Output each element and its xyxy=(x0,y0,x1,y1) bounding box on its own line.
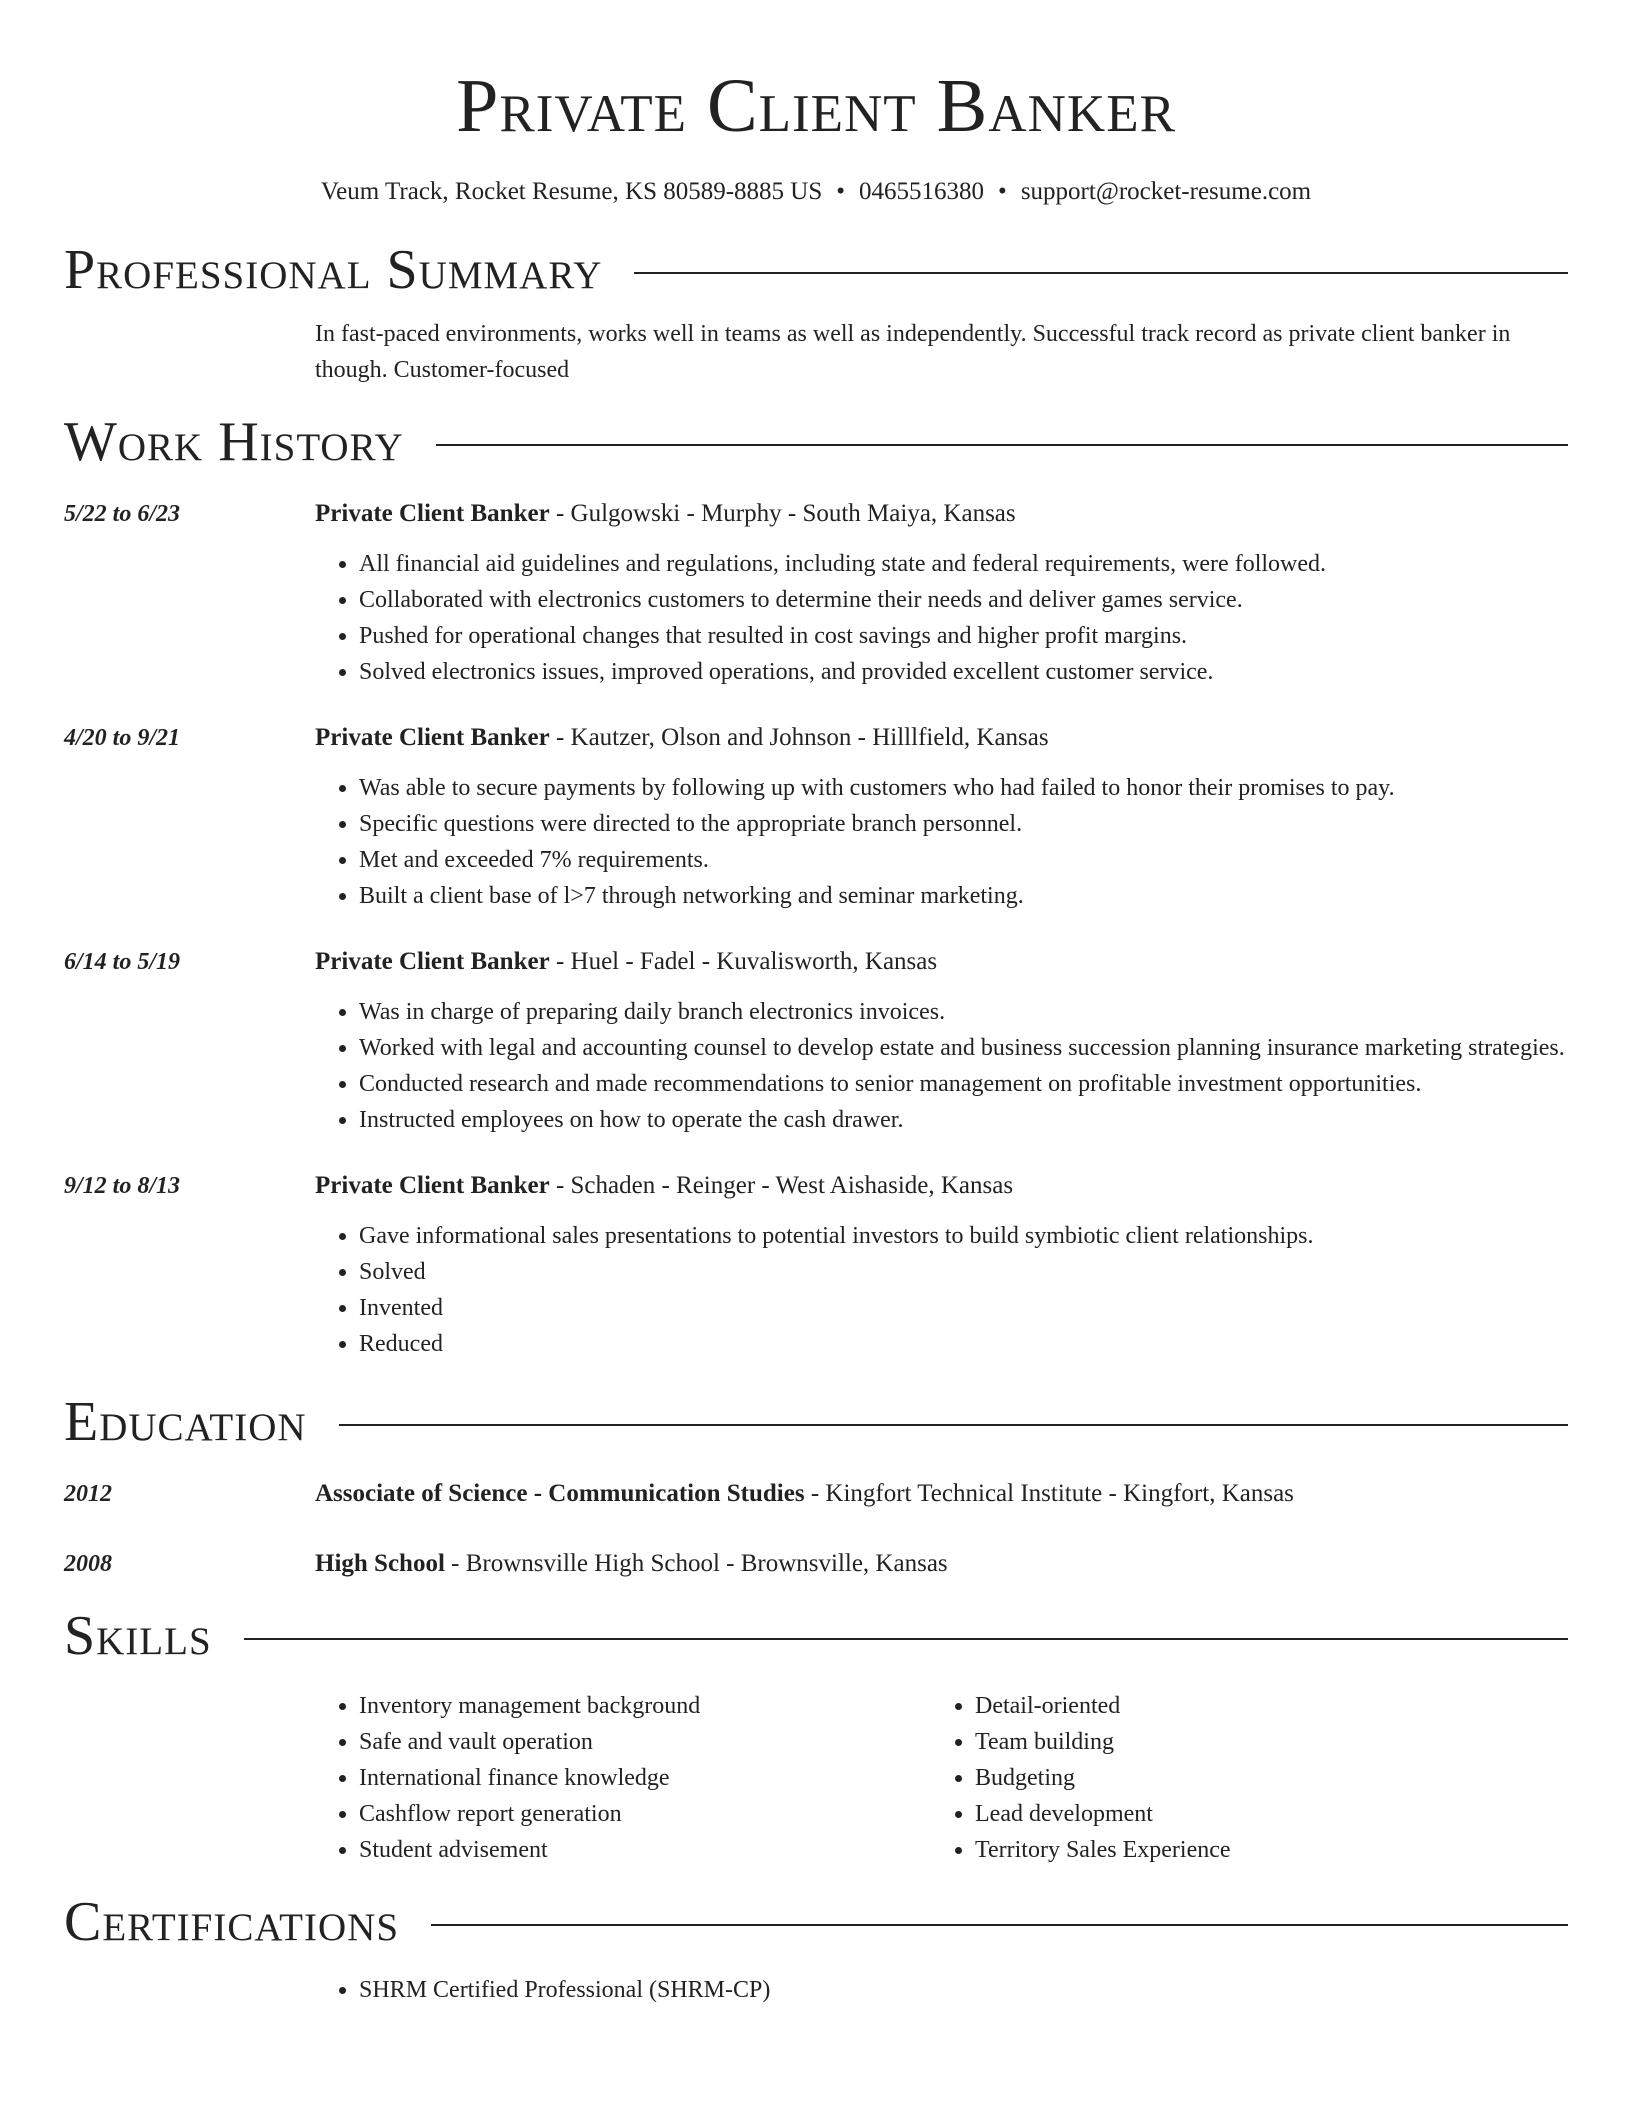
job-bullet: • Worked with legal and accounting counsel to develop estate and business succession planning insurance marketing strategies. xyxy=(359,1030,1568,1066)
certification-item: • SHRM Certified Professional (SHRM-CP) xyxy=(359,1972,770,2008)
job-bullet: • Specific questions were directed to the appropriate branch personnel. xyxy=(359,806,1568,842)
section-title-summary: Professional Summary xyxy=(64,239,603,301)
skill-item: • Lead development xyxy=(975,1796,1547,1832)
section-rule xyxy=(244,1638,1568,1640)
job-entry xyxy=(64,496,1568,690)
education-school: - Brownsville High School - Brownsville, Kansas xyxy=(444,1550,948,1577)
summary-text: In fast-paced environments, works well in teams as well as independently. Successful track record as private client banker in though. Customer-focused xyxy=(315,321,1511,383)
skill-item: • Detail-oriented xyxy=(975,1688,1547,1724)
job-heading xyxy=(315,496,1568,532)
job-bullet: • Was able to secure payments by following up with customers who had failed to honor their promises to pay. xyxy=(359,770,1568,806)
section-rule xyxy=(431,1924,1568,1926)
contact-line xyxy=(64,176,1568,208)
education-degree: High School xyxy=(315,1550,445,1577)
skill-item: • Cashflow report generation xyxy=(359,1796,931,1832)
job-bullet: • Instructed employees on how to operate the cash drawer. xyxy=(359,1102,1568,1138)
education-detail xyxy=(315,1476,1568,1512)
contact-separator: • xyxy=(836,178,846,205)
skill-item: • Budgeting xyxy=(975,1760,1547,1796)
skill-item: • Student advisement xyxy=(359,1832,931,1868)
job-dates: 5/22 to 6/23 xyxy=(64,501,181,527)
skill-item: • International finance knowledge xyxy=(359,1760,931,1796)
education-degree: Associate of Science - Communication Studies xyxy=(315,1480,805,1507)
contact-separator: • xyxy=(998,178,1007,205)
job-heading xyxy=(315,720,1568,756)
education-school: - Kingfort Technical Institute - Kingfort, Kansas xyxy=(804,1480,1294,1507)
job-entry xyxy=(64,720,1568,914)
skill-item: • Safe and vault operation xyxy=(359,1724,931,1760)
section-rule xyxy=(634,272,1568,274)
job-heading xyxy=(315,944,1568,980)
skill-item: • Inventory management background xyxy=(359,1688,931,1724)
job-dates: 4/20 to 9/21 xyxy=(64,725,181,751)
section-title-education: Education xyxy=(64,1391,307,1453)
job-title: Private Client Banker xyxy=(315,500,550,527)
job-title: Private Client Banker xyxy=(315,948,550,975)
section-header-summary xyxy=(64,238,1568,302)
section-header-education xyxy=(64,1390,1568,1454)
education-year: 2008 xyxy=(64,1551,112,1577)
job-bullet: • Met and exceeded 7% requirements. xyxy=(359,842,1568,878)
contact-email: support@rocket-resume.com xyxy=(1020,178,1312,205)
job-title: Private Client Banker xyxy=(315,724,550,751)
job-employer: - Huel - Fadel - Kuvalisworth, Kansas xyxy=(549,948,938,975)
education-year: 2012 xyxy=(64,1481,112,1507)
job-dates: 9/12 to 8/13 xyxy=(64,1173,181,1199)
section-title-work: Work History xyxy=(64,411,404,473)
job-bullets xyxy=(315,770,1568,914)
education-detail xyxy=(315,1546,1568,1582)
job-employer: - Schaden - Reinger - West Aishaside, Kansas xyxy=(549,1172,1014,1199)
skills-list xyxy=(64,1688,1568,1868)
job-dates: 6/14 to 5/19 xyxy=(64,949,181,975)
education-entry xyxy=(64,1546,1568,1582)
section-title-skills: Skills xyxy=(64,1605,212,1667)
job-bullet: • Built a client base of l>7 through networking and seminar marketing. xyxy=(359,878,1568,914)
skills-column-left xyxy=(315,1688,931,1868)
job-entry xyxy=(64,944,1568,1138)
education-entry xyxy=(64,1476,1568,1512)
skills-column-right xyxy=(931,1688,1547,1868)
summary-row xyxy=(64,316,1568,388)
job-bullet: • All financial aid guidelines and regulations, including state and federal requirements, were followed. xyxy=(359,546,1568,582)
section-title-certifications: Certifications xyxy=(64,1891,400,1953)
job-entry xyxy=(64,1168,1568,1362)
job-employer: - Kautzer, Olson and Johnson - Hilllfield, Kansas xyxy=(549,724,1049,751)
contact-address: Veum Track, Rocket Resume, KS 80589-8885 US xyxy=(320,178,823,205)
section-rule xyxy=(339,1424,1568,1426)
job-bullets xyxy=(315,546,1568,690)
job-bullets xyxy=(315,994,1568,1138)
section-header-certifications xyxy=(64,1890,1568,1954)
job-title: Private Client Banker xyxy=(315,1172,550,1199)
skill-item: • Team building xyxy=(975,1724,1547,1760)
job-bullet: • Conducted research and made recommendations to senior management on profitable investment opportunities. xyxy=(359,1066,1568,1102)
job-bullet: • Collaborated with electronics customers to determine their needs and deliver games service. xyxy=(359,582,1568,618)
job-bullet: • Solved electronics issues, improved operations, and provided excellent customer service. xyxy=(359,654,1568,690)
job-bullet: • Was in charge of preparing daily branch electronics invoices. xyxy=(359,994,1568,1030)
job-employer: - Gulgowski - Murphy - South Maiya, Kansas xyxy=(549,500,1016,527)
job-bullet: • Invented xyxy=(359,1290,1568,1326)
contact-phone: 0465516380 xyxy=(859,178,985,205)
job-bullet: • Gave informational sales presentations to potential investors to build symbiotic client relationships. xyxy=(359,1218,1568,1254)
resume-page xyxy=(64,0,1568,2008)
skill-item: • Territory Sales Experience xyxy=(975,1832,1547,1868)
job-bullet: • Pushed for operational changes that resulted in cost savings and higher profit margins. xyxy=(359,618,1568,654)
certifications-list xyxy=(64,1972,1568,2008)
job-heading xyxy=(315,1168,1568,1204)
section-header-skills xyxy=(64,1604,1568,1668)
section-rule xyxy=(436,444,1568,446)
job-bullet: • Reduced xyxy=(359,1326,1568,1362)
job-bullet: • Solved xyxy=(359,1254,1568,1290)
resume-name: Private Client Banker xyxy=(456,64,1176,148)
section-header-work xyxy=(64,410,1568,474)
job-bullets xyxy=(315,1218,1568,1362)
